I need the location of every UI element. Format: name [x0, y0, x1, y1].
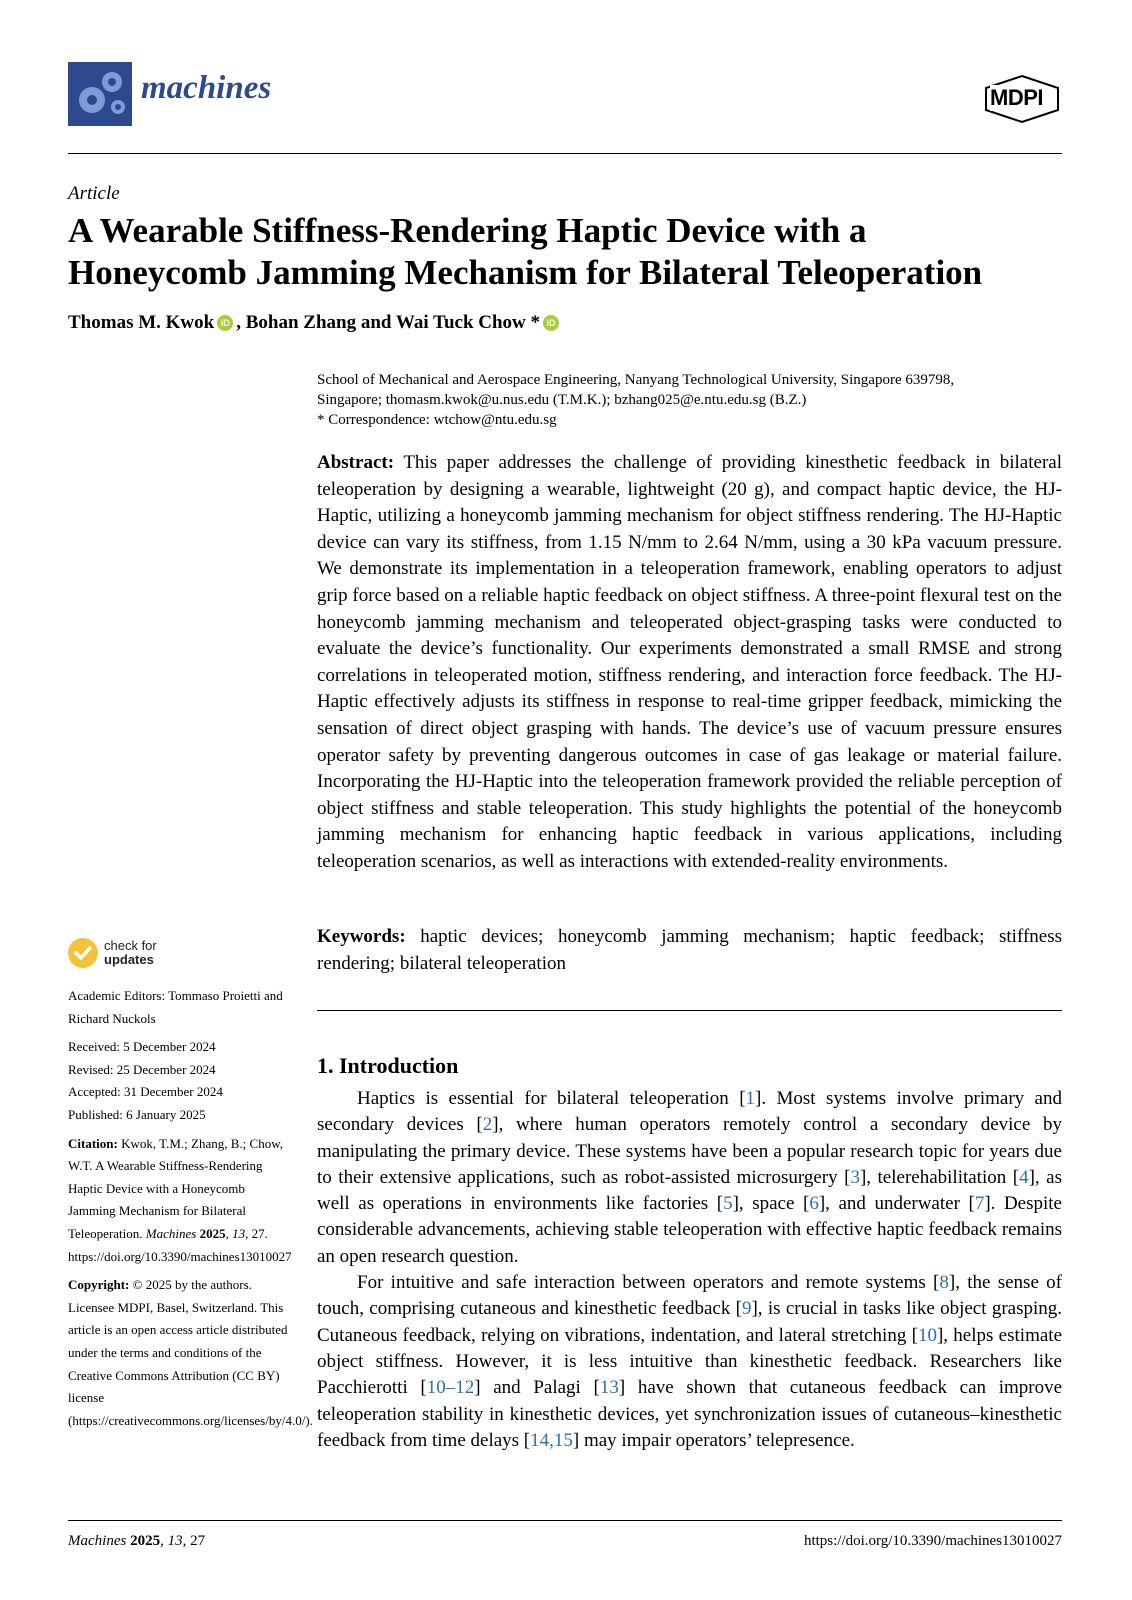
updates-label: updates	[104, 952, 154, 967]
orcid-icon[interactable]: iD	[217, 315, 233, 331]
copyright-text: © 2025 by the authors. Licensee MDPI, Basel, Switzerland. This article is an open access article distributed under the terms and conditions of the Creative Commons Attribution (CC BY) license (https://creativecommons.org/licenses/by/4.0/).	[68, 1277, 313, 1428]
affiliations	[317, 370, 1062, 430]
accepted-date: Accepted: 31 December 2024	[68, 1084, 223, 1100]
intro-paragraph-2: For intuitive and safe interaction between operators and remote systems [8], the sense of touch, comprising cutaneous and kinesthetic feedback [9], is crucial in tasks like object grasping. Cutaneous feedback, relying on vibrations, indentation, and lateral stretching [10], helps estimate object stiffness. However, it is less intuitive than kinesthetic feedback. Researchers like Pacchierotti [10–12] and Palagi [13] have shown that cutaneous feedback can improve teleoperation stability in kinesthetic devices, yet synchronization issues of cutaneous–kinesthetic feedback from time delays [14,15] may impair operators’ telepresence.	[317, 1272, 1063, 1451]
citation-year: 2025	[199, 1225, 226, 1241]
publisher-logo[interactable]	[984, 74, 1060, 124]
section-divider	[317, 1010, 1062, 1011]
check-for-updates-badge[interactable]	[68, 938, 157, 968]
abstract-label: Abstract:	[317, 452, 395, 473]
copyright	[68, 1274, 313, 1432]
checkmark-icon	[68, 938, 98, 968]
affiliation-emails: Singapore; thomasm.kwok@u.nus.edu (T.M.K.); bzhang025@e.ntu.edu.sg (B.Z.)	[317, 392, 807, 408]
affiliation-line: School of Mechanical and Aerospace Engineering, Nanyang Technological University, Singapore 639798,	[317, 372, 955, 388]
abstract-text: This paper addresses the challenge of providing kinesthetic feedback in bilateral teleoperation by designing a wearable, lightweight (20 g), and compact haptic device, the HJ-Haptic, utilizing a honeycomb jamming mechanism for object stiffness rendering. The HJ-Haptic device can vary its stiffness, from 1.15 N/mm to 2.64 N/mm, using a 30 kPa vacuum pressure. We demonstrate its implementation in a teleoperation framework, enabling operators to adjust grip force based on a reliable haptic feedback on object stiffness. A three-point flexural test on the honeycomb jamming mechanism and teleoperated object-grasping tasks were conducted to evaluate the device’s functionality. Our experiments demonstrated a small RMSE and strong correlations in teleoperated motion, stiffness rendering, and interaction force feedback. The HJ-Haptic effectively adjusts its stiffness in response to real-time gripper feedback, mimicking the sensation of direct object grasping with hands. The device’s use of vacuum pressure ensures operator safety by preventing dangerous outcomes in case of gas leakage or material failure. Incorporating the HJ-Haptic into the teleoperation framework provided the reliable perception of object stiffness and stable teleoperation. This study highlights the potential of the honeycomb jamming mechanism for enhancing haptic feedback in various applications, including teleoperation scenarios, as well as interactions with extended-reality environments.	[317, 452, 1062, 872]
intro-paragraph-1: Haptics is essential for bilateral teleoperation [1]. Most systems involve primary and secondary devices [2], where human operators remotely control a secondary device by manipulating the primary device. These systems have been a popular research topic for years due to their extensive applications, such as robot-assisted microsurgery [3], telerehabilitation [4], as well as operations in environments like factories [5], space [6], and underwater [7]. Despite considerable advancements, achieving stable teleoperation with effective haptic feedback remains an open research question.	[317, 1088, 1062, 1267]
citation-link[interactable]: 10–12	[426, 1377, 475, 1399]
received-date: Received: 5 December 2024	[68, 1039, 216, 1055]
dates	[68, 1036, 293, 1126]
header-divider	[68, 153, 1062, 154]
citation-link[interactable]: 5	[723, 1193, 733, 1215]
footer-doi-link[interactable]: https://doi.org/10.3390/machines13010027	[803, 1533, 1062, 1549]
keywords-text: haptic devices; honeycomb jamming mechanism; haptic feedback; stiffness rendering; bilateral teleoperation	[317, 926, 1062, 974]
citation-doi[interactable]: , 27. https://doi.org/10.3390/machines13010027	[68, 1225, 292, 1264]
citation-text: Kwok, T.M.; Zhang, B.; Chow, W.T. A Wearable Stiffness-Rendering Haptic Device with a Honeycomb Jamming Mechanism for Bilateral Teleoperation.	[68, 1135, 283, 1241]
article-info-sidebar	[68, 985, 313, 1438]
published-date: Published: 6 January 2025	[68, 1106, 206, 1122]
citation-link[interactable]: 6	[809, 1193, 819, 1215]
footer-citation: Machines 2025, 13, 27	[68, 1533, 206, 1549]
introduction-body	[317, 1086, 1062, 1454]
footer-divider	[68, 1520, 1062, 1521]
citation-link[interactable]: 7	[974, 1193, 985, 1215]
author-list	[68, 312, 562, 334]
citation-link[interactable]: 13	[599, 1377, 619, 1399]
author-kwok[interactable]: Thomas M. Kwok	[68, 312, 215, 333]
citation-journal: Machines	[145, 1225, 197, 1241]
author-others[interactable]: , Bohan Zhang and Wai Tuck Chow *	[236, 312, 541, 333]
gears-icon	[68, 62, 132, 126]
citation-link[interactable]: 10	[917, 1324, 937, 1346]
citation-link[interactable]: 4	[1019, 1166, 1029, 1188]
citation-volume: 13	[232, 1225, 246, 1241]
citation-link[interactable]: 8	[939, 1272, 949, 1294]
orcid-icon[interactable]: iD	[543, 315, 559, 331]
citation-link[interactable]: 2	[482, 1114, 493, 1136]
revised-date: Revised: 25 December 2024	[68, 1061, 216, 1077]
citation-link[interactable]: 9	[741, 1298, 752, 1320]
correspondence: * Correspondence: wtchow@ntu.edu.sg	[317, 412, 557, 428]
section-heading: 1. Introduction	[317, 1053, 459, 1078]
article-type: Article	[68, 183, 120, 204]
title-line-2: Honeycomb Jamming Mechanism for Bilateral Teleoperation	[68, 253, 983, 292]
paper-title	[68, 210, 1068, 294]
journal-logo	[68, 62, 132, 126]
title-line-1: A Wearable Stiffness-Rendering Haptic Device with a	[68, 211, 867, 250]
citation: Citation: Kwok, T.M.; Zhang, B.; Chow, W.T. A Wearable Stiffness-Rendering Haptic Device with a Honeycomb Jamming Mechanism for Bilateral Teleoperation. Machines 2025, 13, 27. https://doi.org/10.3390/machines13010027	[68, 1135, 292, 1264]
check-label: check for	[104, 938, 157, 953]
journal-name[interactable]: machines	[141, 70, 272, 106]
citation-label: Citation:	[68, 1135, 118, 1151]
abstract	[317, 450, 1062, 876]
citation-link[interactable]: 14,15	[530, 1429, 573, 1451]
keywords	[317, 923, 1062, 977]
academic-editors: Academic Editors: Tommaso Proietti and Richard Nuckols	[68, 988, 283, 1026]
copyright-label: Copyright:	[68, 1277, 130, 1293]
citation-link[interactable]: 1	[745, 1088, 756, 1109]
citation-link[interactable]: 3	[850, 1166, 860, 1188]
publisher-name: MDPI	[990, 85, 1043, 110]
keywords-label: Keywords:	[317, 926, 406, 947]
